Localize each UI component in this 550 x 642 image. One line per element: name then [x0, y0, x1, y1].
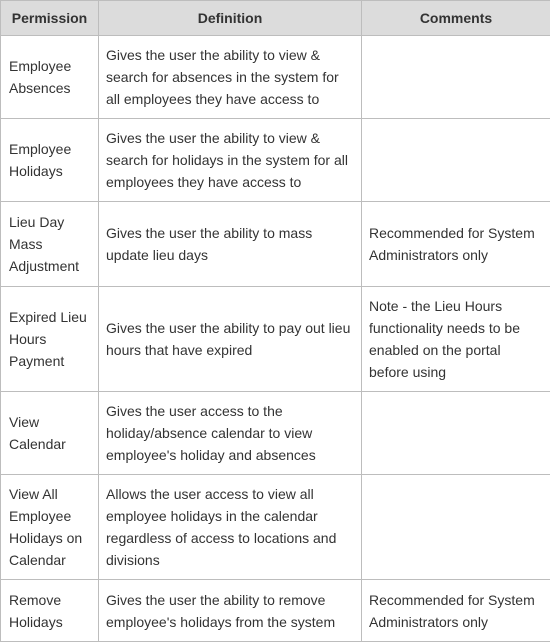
permission-cell: View Calendar	[1, 392, 99, 475]
permission-cell: Expired Lieu Hours Payment	[1, 287, 99, 392]
comments-cell	[362, 475, 550, 580]
definition-cell: Gives the user the ability to remove employee's holidays from the system	[99, 580, 362, 642]
permission-cell: Lieu Day Mass Adjustment	[1, 202, 99, 287]
permission-cell: Remove Holidays	[1, 580, 99, 642]
definition-cell: Gives the user the ability to view & search for absences in the system for all employees they have access to	[99, 36, 362, 119]
definition-cell: Gives the user access to the holiday/absence calendar to view employee's holiday and absences	[99, 392, 362, 475]
definition-cell: Allows the user access to view all employee holidays in the calendar regardless of access to locations and divisions	[99, 475, 362, 580]
header-permission: Permission	[1, 1, 99, 36]
definition-cell: Gives the user the ability to mass update lieu days	[99, 202, 362, 287]
table-body	[1, 36, 550, 642]
table-row	[1, 580, 550, 642]
table-row	[1, 202, 550, 287]
table-row	[1, 119, 550, 202]
definition-cell: Gives the user the ability to view & search for holidays in the system for all employees they have access to	[99, 119, 362, 202]
definition-cell: Gives the user the ability to pay out lieu hours that have expired	[99, 287, 362, 392]
comments-cell	[362, 392, 550, 475]
comments-cell: Recommended for System Administrators only	[362, 202, 550, 287]
table-row	[1, 287, 550, 392]
table-header	[1, 1, 550, 36]
header-definition: Definition	[99, 1, 362, 36]
permission-cell: Employee Holidays	[1, 119, 99, 202]
comments-cell: Note - the Lieu Hours functionality needs to be enabled on the portal before using	[362, 287, 550, 392]
comments-cell: Recommended for System Administrators only	[362, 580, 550, 642]
comments-cell	[362, 36, 550, 119]
permission-cell: Employee Absences	[1, 36, 99, 119]
permission-cell: View All Employee Holidays on Calendar	[1, 475, 99, 580]
table-row	[1, 392, 550, 475]
table-row	[1, 36, 550, 119]
comments-cell	[362, 119, 550, 202]
header-comments: Comments	[362, 1, 550, 36]
table-row	[1, 475, 550, 580]
header-row	[1, 1, 550, 36]
